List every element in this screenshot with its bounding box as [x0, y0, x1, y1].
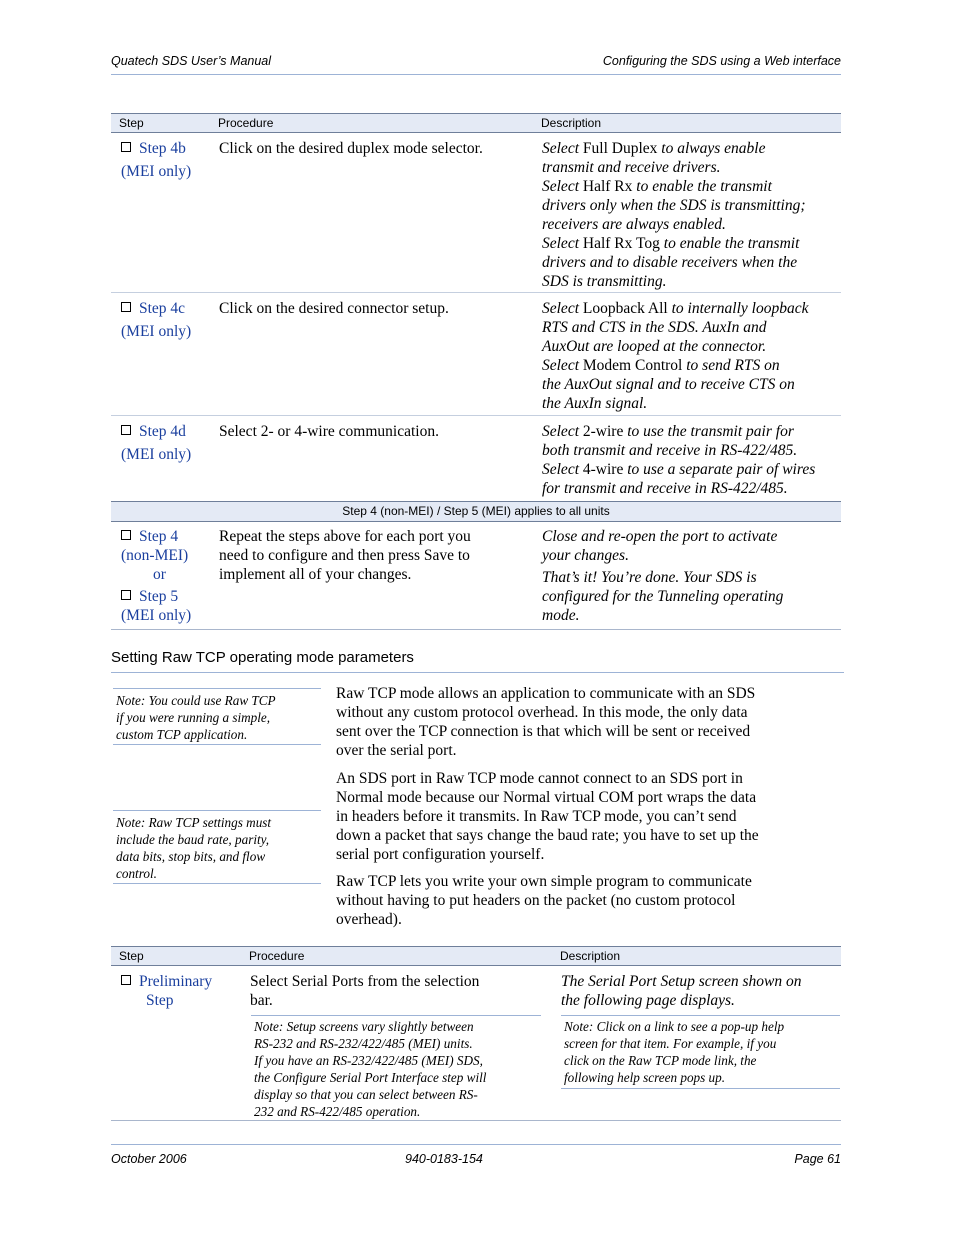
header-left: Quatech SDS User’s Manual — [111, 54, 272, 68]
note-rule — [251, 1015, 541, 1016]
checkbox-icon — [121, 975, 131, 985]
note-rule — [113, 883, 321, 884]
table2-bottom-rule — [111, 1120, 841, 1121]
checkbox-icon — [121, 425, 131, 435]
checkbox-icon — [121, 302, 131, 312]
table-row-description: Select Loopback All to internally loopback RTS and CTS in the SDS. AuxIn and AuxOut are looped at the connector. Select Modem Control to send RTS on the AuxOut signal and to receive CTS on the AuxIn signal. — [542, 300, 809, 412]
table-row-step: Step 4 (non-MEI) or Step 5 (MEI only) — [121, 528, 192, 624]
table-row-procedure: Repeat the steps above for each port you need to configure and then press Save to implement all of your changes. — [219, 528, 471, 583]
table-row-description: Close and re-open the port to activate your changes. That’s it! You’re done. Your SDS is configured for the Tunneling operating mode. — [542, 528, 784, 624]
table-row-step: Step 4d (MEI only) — [121, 423, 192, 463]
table-row-step: Preliminary Step — [121, 972, 212, 1010]
note-rule — [561, 1088, 840, 1089]
side-note: Note: Raw TCP settings must include the baud rate, parity, data bits, stop bits, and flow control. — [116, 815, 272, 881]
checkbox-icon — [121, 142, 131, 152]
table-row-procedure: Click on the desired connector setup. — [219, 300, 449, 317]
footer-doc-number: 940-0183-154 — [405, 1152, 483, 1166]
section-heading: Setting Raw TCP operating mode parameters — [111, 649, 414, 666]
col-step: Step — [119, 116, 144, 130]
table1-bottom-rule — [111, 629, 841, 630]
section-band: Step 4 (non-MEI) / Step 5 (MEI) applies to all units — [111, 501, 841, 522]
note-rule — [113, 810, 321, 811]
table2-header — [111, 946, 841, 966]
footer-rule — [111, 1144, 841, 1145]
table-row-description: Select 2-wire to use the transmit pair for both transmit and receive in RS-422/485. Select 4-wire to use a separate pair of wires for transmit and receive in RS-422/485. — [542, 423, 816, 497]
footer-page-number: Page 61 — [794, 1152, 841, 1166]
procedure-note: Note: Setup screens vary slightly between RS-232 and RS-232/422/485 (MEI) units. If you have an RS-232/422/485 (MEI) SDS, the Configure Serial Port Interface step will display so that you can select between RS- 232 and RS-422/485 operation. — [254, 1019, 487, 1119]
row-divider — [111, 415, 841, 416]
checkbox-icon — [121, 530, 131, 540]
table-row-procedure: Select Serial Ports from the selection bar. — [250, 973, 480, 1009]
note-rule — [113, 688, 321, 689]
header-rule — [111, 74, 841, 75]
note-rule — [561, 1015, 840, 1016]
table-row-description: Select Full Duplex to always enable transmit and receive drivers. Select Half Rx to enable the transmit drivers only when the SDS is transmitting; receivers are always enabled. Select Half Rx Tog to enable the transmit drivers and to disable receivers when the SDS is transmitting. — [542, 140, 806, 290]
row-divider — [111, 292, 841, 293]
col-procedure: Procedure — [218, 116, 274, 130]
description-note: Note: Click on a link to see a pop-up help screen for that item. For example, if you click on the Raw TCP mode link, the following help screen pops up. — [564, 1019, 785, 1085]
section-heading-rule — [111, 672, 844, 673]
col-description: Description — [560, 949, 621, 963]
table-row-step: Step 4c (MEI only) — [121, 300, 192, 340]
side-note: Note: You could use Raw TCP if you were running a simple, custom TCP application. — [116, 693, 276, 742]
col-description: Description — [541, 116, 602, 130]
paragraph: Raw TCP mode allows an application to communicate with an SDS without any custom protocol overhead. In this mode, the only data sent over the TCP connection is that which will be sent or received over the serial port. — [336, 685, 756, 759]
table1-header — [111, 113, 841, 133]
col-step: Step — [119, 949, 144, 963]
paragraph: An SDS port in Raw TCP mode cannot connect to an SDS port in Normal mode because our Normal virtual COM port wraps the data in headers before it transmits. In Raw TCP mode, you can’t send down a packet that says change the baud rate; you have to set up the serial port configuration yourself. — [336, 770, 759, 863]
checkbox-icon — [121, 590, 131, 600]
col-procedure: Procedure — [249, 949, 305, 963]
note-rule — [113, 744, 321, 745]
footer-date: October 2006 — [111, 1152, 187, 1166]
table-row-procedure: Click on the desired duplex mode selector. — [219, 140, 483, 157]
table-row-description: The Serial Port Setup screen shown on the following page displays. — [561, 973, 802, 1009]
table-row-step: Step 4b (MEI only) — [121, 140, 192, 180]
paragraph: Raw TCP lets you write your own simple program to communicate without having to put headers on the packet (no custom protocol overhead). — [336, 873, 752, 928]
header-right: Configuring the SDS using a Web interface — [602, 54, 841, 68]
table-row-procedure: Select 2- or 4-wire communication. — [219, 423, 439, 440]
